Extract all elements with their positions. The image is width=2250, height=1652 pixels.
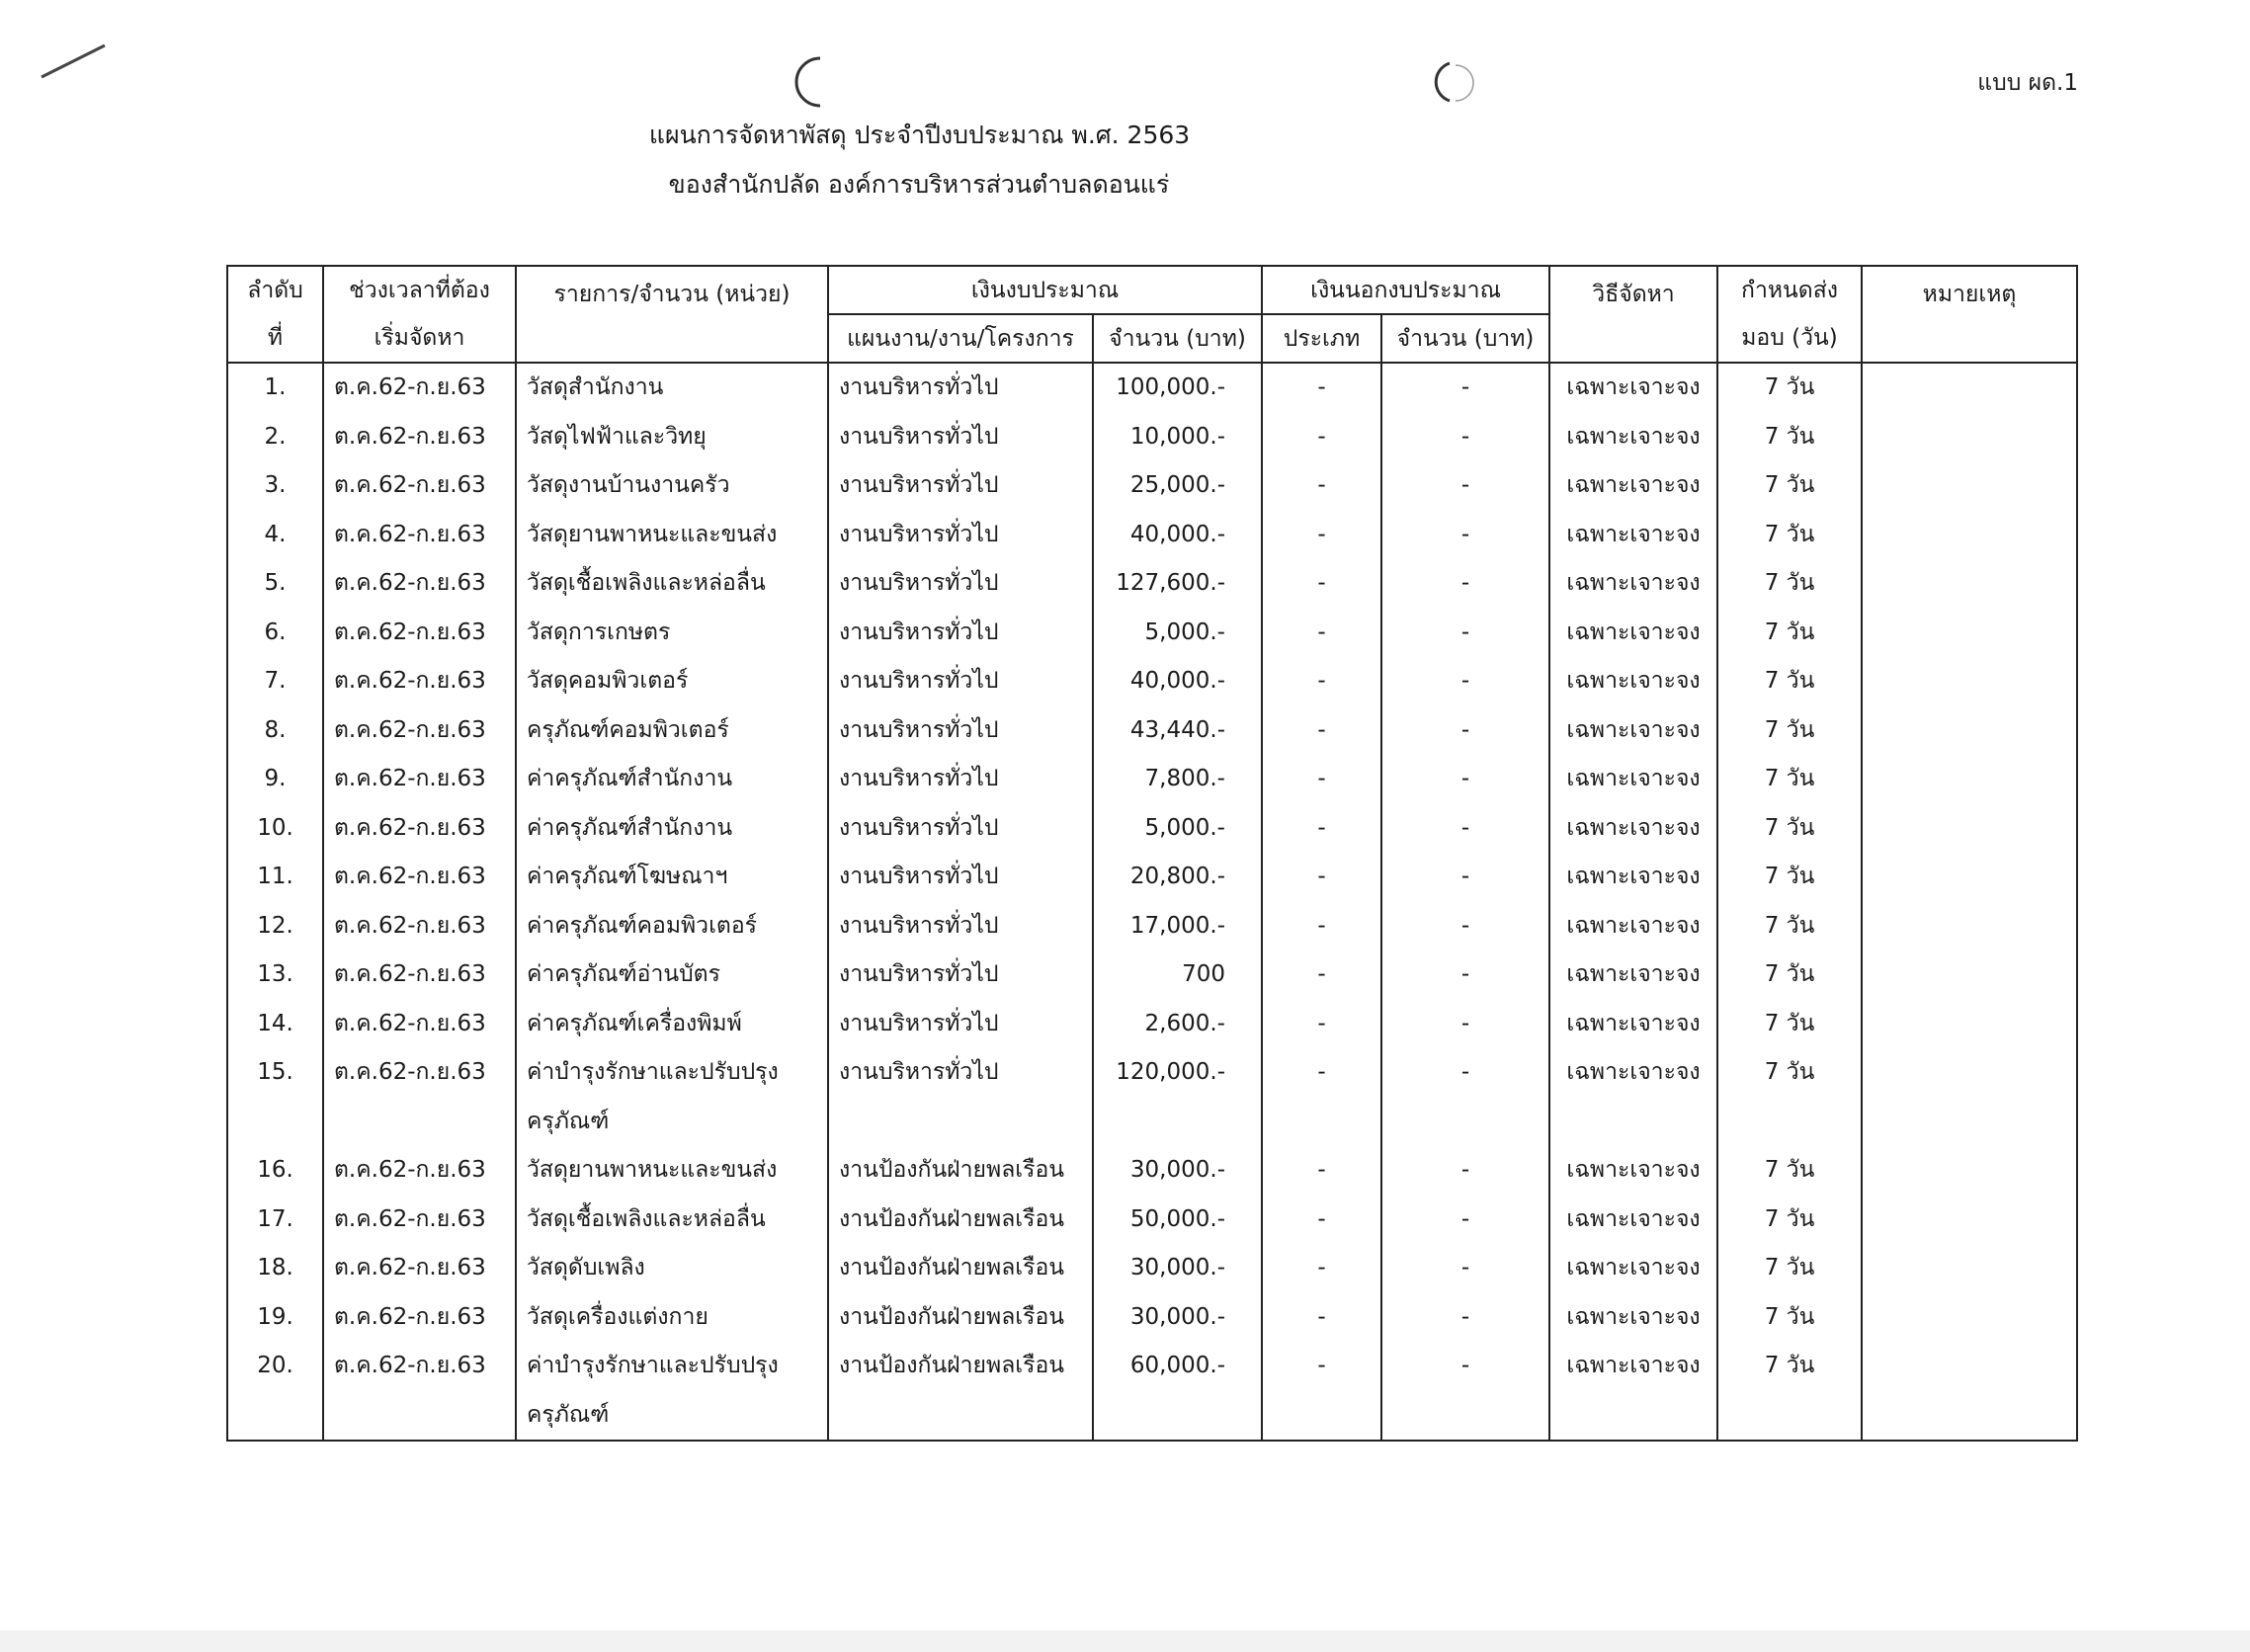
row-item: ครุภัณฑ์คอมพิวเตอร์ (516, 706, 828, 756)
row-period: ต.ค.62-ก.ย.63 (323, 1244, 516, 1293)
row-amount: 30,000.- (1093, 1244, 1262, 1293)
row-type: - (1262, 511, 1381, 560)
row-item: วัสดุการเกษตร (516, 609, 828, 658)
row-method: เฉพาะเจาะจง (1549, 853, 1717, 902)
row-method: เฉพาะเจาะจง (1549, 1048, 1717, 1146)
row-delivery: 7 วัน (1717, 413, 1862, 462)
row-period: ต.ค.62-ก.ย.63 (323, 657, 516, 706)
row-period: ต.ค.62-ก.ย.63 (323, 755, 516, 804)
row-no: 2. (227, 413, 323, 462)
row-no: 20. (227, 1342, 323, 1441)
table-row (227, 1146, 2077, 1196)
table-row (227, 1342, 2077, 1441)
row-amount: 30,000.- (1093, 1293, 1262, 1343)
row-plan: งานป้องกันฝ่ายพลเรือน (828, 1342, 1093, 1441)
row-off-amount: - (1381, 853, 1549, 902)
row-remark (1862, 1048, 2077, 1146)
row-off-amount: - (1381, 1244, 1549, 1293)
row-amount: 2,600.- (1093, 1000, 1262, 1049)
table-row (227, 609, 2077, 658)
row-period: ต.ค.62-ก.ย.63 (323, 950, 516, 1000)
row-type: - (1262, 853, 1381, 902)
row-type: - (1262, 1196, 1381, 1245)
row-period: ต.ค.62-ก.ย.63 (323, 853, 516, 902)
row-amount: 7,800.- (1093, 755, 1262, 804)
header-remark: หมายเหตุ (1862, 266, 2077, 363)
row-amount: 700 (1093, 950, 1262, 1000)
pen-stroke-mark (38, 40, 111, 83)
row-plan: งานป้องกันฝ่ายพลเรือน (828, 1146, 1093, 1196)
row-plan: งานบริหารทั่วไป (828, 950, 1093, 1000)
row-method: เฉพาะเจาะจง (1549, 1196, 1717, 1245)
row-delivery: 7 วัน (1717, 657, 1862, 706)
row-amount: 40,000.- (1093, 511, 1262, 560)
row-no: 10. (227, 804, 323, 854)
row-remark (1862, 755, 2077, 804)
table-row (227, 363, 2077, 413)
row-period: ต.ค.62-ก.ย.63 (323, 363, 516, 413)
table-row (227, 755, 2077, 804)
row-remark (1862, 950, 2077, 1000)
row-amount: 60,000.- (1093, 1342, 1262, 1441)
row-item: ค่าครุภัณฑ์เครื่องพิมพ์ (516, 1000, 828, 1049)
row-period: ต.ค.62-ก.ย.63 (323, 559, 516, 609)
row-method: เฉพาะเจาะจง (1549, 1146, 1717, 1196)
row-plan: งานบริหารทั่วไป (828, 657, 1093, 706)
row-no: 13. (227, 950, 323, 1000)
row-delivery: 7 วัน (1717, 363, 1862, 413)
row-method: เฉพาะเจาะจง (1549, 706, 1717, 756)
row-method: เฉพาะเจาะจง (1549, 559, 1717, 609)
row-type: - (1262, 1000, 1381, 1049)
row-item: วัสดุยานพาหนะและขนส่ง (516, 1146, 828, 1196)
row-method: เฉพาะเจาะจง (1549, 1000, 1717, 1049)
row-type: - (1262, 755, 1381, 804)
row-period: ต.ค.62-ก.ย.63 (323, 804, 516, 854)
row-method: เฉพาะเจาะจง (1549, 657, 1717, 706)
row-item: วัสดุงานบ้านงานครัว (516, 461, 828, 511)
row-delivery: 7 วัน (1717, 755, 1862, 804)
row-type: - (1262, 1244, 1381, 1293)
row-amount: 25,000.- (1093, 461, 1262, 511)
row-delivery: 7 วัน (1717, 902, 1862, 951)
row-item: วัสดุไฟฟ้าและวิทยุ (516, 413, 828, 462)
row-item: วัสดุเครื่องแต่งกาย (516, 1293, 828, 1343)
row-period: ต.ค.62-ก.ย.63 (323, 706, 516, 756)
table-row (227, 902, 2077, 951)
row-delivery: 7 วัน (1717, 1000, 1862, 1049)
row-delivery: 7 วัน (1717, 461, 1862, 511)
row-method: เฉพาะเจาะจง (1549, 1244, 1717, 1293)
row-amount: 40,000.- (1093, 657, 1262, 706)
header-budget-plan: แผนงาน/งาน/โครงการ (828, 314, 1093, 363)
row-off-amount: - (1381, 706, 1549, 756)
row-amount: 30,000.- (1093, 1146, 1262, 1196)
row-amount: 5,000.- (1093, 804, 1262, 854)
row-no: 4. (227, 511, 323, 560)
table-row (227, 511, 2077, 560)
row-amount: 100,000.- (1093, 363, 1262, 413)
punch-hole-left (791, 54, 830, 110)
row-plan: งานบริหารทั่วไป (828, 804, 1093, 854)
title-line-2: ของสำนักปลัด องค์การบริหารส่วนตำบลดอนแร่ (668, 170, 1170, 199)
table-row (227, 1293, 2077, 1343)
row-amount: 17,000.- (1093, 902, 1262, 951)
row-amount: 10,000.- (1093, 413, 1262, 462)
row-period: ต.ค.62-ก.ย.63 (323, 1048, 516, 1146)
row-remark (1862, 461, 2077, 511)
table-header (227, 266, 2077, 363)
row-plan: งานบริหารทั่วไป (828, 363, 1093, 413)
row-item: วัสดุดับเพลิง (516, 1244, 828, 1293)
row-delivery: 7 วัน (1717, 559, 1862, 609)
procurement-plan-table (226, 265, 2078, 1442)
document-title (0, 111, 1838, 209)
row-type: - (1262, 559, 1381, 609)
row-remark (1862, 413, 2077, 462)
row-period: ต.ค.62-ก.ย.63 (323, 413, 516, 462)
row-delivery: 7 วัน (1717, 609, 1862, 658)
row-delivery: 7 วัน (1717, 1048, 1862, 1146)
row-item: ค่าครุภัณฑ์โฆษณาฯ (516, 853, 828, 902)
table-row (227, 413, 2077, 462)
header-no: ลำดับ ที่ (227, 266, 323, 363)
row-item: ค่าบำรุงรักษาและปรับปรุงครุภัณฑ์ (516, 1342, 828, 1441)
row-delivery: 7 วัน (1717, 1293, 1862, 1343)
row-period: ต.ค.62-ก.ย.63 (323, 1146, 516, 1196)
row-type: - (1262, 706, 1381, 756)
row-method: เฉพาะเจาะจง (1549, 902, 1717, 951)
row-delivery: 7 วัน (1717, 950, 1862, 1000)
row-period: ต.ค.62-ก.ย.63 (323, 1293, 516, 1343)
row-remark (1862, 706, 2077, 756)
row-off-amount: - (1381, 559, 1549, 609)
row-remark (1862, 853, 2077, 902)
row-item: วัสดุคอมพิวเตอร์ (516, 657, 828, 706)
row-delivery: 7 วัน (1717, 1196, 1862, 1245)
row-type: - (1262, 609, 1381, 658)
row-item: ค่าครุภัณฑ์สำนักงาน (516, 755, 828, 804)
row-remark (1862, 804, 2077, 854)
row-no: 17. (227, 1196, 323, 1245)
row-no: 16. (227, 1146, 323, 1196)
header-budget-amount: จำนวน (บาท) (1093, 314, 1262, 363)
row-type: - (1262, 902, 1381, 951)
table-row (227, 1196, 2077, 1245)
row-period: ต.ค.62-ก.ย.63 (323, 1196, 516, 1245)
row-amount: 120,000.- (1093, 1048, 1262, 1146)
row-period: ต.ค.62-ก.ย.63 (323, 902, 516, 951)
row-type: - (1262, 657, 1381, 706)
row-amount: 127,600.- (1093, 559, 1262, 609)
row-plan: งานบริหารทั่วไป (828, 559, 1093, 609)
row-plan: งานป้องกันฝ่ายพลเรือน (828, 1196, 1093, 1245)
row-no: 7. (227, 657, 323, 706)
row-method: เฉพาะเจาะจง (1549, 461, 1717, 511)
row-off-amount: - (1381, 804, 1549, 854)
row-plan: งานบริหารทั่วไป (828, 609, 1093, 658)
row-no: 12. (227, 902, 323, 951)
row-delivery: 7 วัน (1717, 853, 1862, 902)
row-no: 6. (227, 609, 323, 658)
row-method: เฉพาะเจาะจง (1549, 511, 1717, 560)
row-no: 8. (227, 706, 323, 756)
row-remark (1862, 511, 2077, 560)
header-method: วิธีจัดหา (1549, 266, 1717, 363)
row-plan: งานป้องกันฝ่ายพลเรือน (828, 1293, 1093, 1343)
row-off-amount: - (1381, 1000, 1549, 1049)
row-type: - (1262, 363, 1381, 413)
row-item: วัสดุยานพาหนะและขนส่ง (516, 511, 828, 560)
row-delivery: 7 วัน (1717, 706, 1862, 756)
row-delivery: 7 วัน (1717, 1342, 1862, 1441)
row-item: ค่าบำรุงรักษาและปรับปรุงครุภัณฑ์ (516, 1048, 828, 1146)
row-off-amount: - (1381, 902, 1549, 951)
row-type: - (1262, 413, 1381, 462)
row-plan: งานบริหารทั่วไป (828, 511, 1093, 560)
row-amount: 5,000.- (1093, 609, 1262, 658)
header-item: รายการ/จำนวน (หน่วย) (516, 266, 828, 363)
row-period: ต.ค.62-ก.ย.63 (323, 1342, 516, 1441)
row-remark (1862, 902, 2077, 951)
table-row (227, 1000, 2077, 1049)
row-off-amount: - (1381, 1196, 1549, 1245)
row-off-amount: - (1381, 657, 1549, 706)
punch-hole-right (1416, 57, 1475, 107)
row-method: เฉพาะเจาะจง (1549, 1342, 1717, 1441)
scan-edge-strip (0, 1630, 2250, 1652)
row-type: - (1262, 804, 1381, 854)
row-method: เฉพาะเจาะจง (1549, 804, 1717, 854)
row-type: - (1262, 461, 1381, 511)
row-method: เฉพาะเจาะจง (1549, 1293, 1717, 1343)
row-plan: งานบริหารทั่วไป (828, 413, 1093, 462)
row-plan: งานบริหารทั่วไป (828, 902, 1093, 951)
row-off-amount: - (1381, 461, 1549, 511)
row-no: 18. (227, 1244, 323, 1293)
row-no: 3. (227, 461, 323, 511)
title-line-1: แผนการจัดหาพัสดุ ประจำปีงบประมาณ พ.ศ. 2563 (648, 121, 1191, 149)
row-plan: งานบริหารทั่วไป (828, 461, 1093, 511)
row-off-amount: - (1381, 1293, 1549, 1343)
row-plan: งานบริหารทั่วไป (828, 853, 1093, 902)
row-item: วัสดุเชื้อเพลิงและหล่อลื่น (516, 1196, 828, 1245)
row-delivery: 7 วัน (1717, 804, 1862, 854)
row-remark (1862, 1293, 2077, 1343)
row-period: ต.ค.62-ก.ย.63 (323, 1000, 516, 1049)
row-item: วัสดุสำนักงาน (516, 363, 828, 413)
header-period: ช่วงเวลาที่ต้อง เริ่มจัดหา (323, 266, 516, 363)
row-plan: งานบริหารทั่วไป (828, 706, 1093, 756)
row-no: 19. (227, 1293, 323, 1343)
row-item: วัสดุเชื้อเพลิงและหล่อลื่น (516, 559, 828, 609)
row-plan: งานบริหารทั่วไป (828, 755, 1093, 804)
row-method: เฉพาะเจาะจง (1549, 755, 1717, 804)
row-type: - (1262, 1293, 1381, 1343)
row-no: 14. (227, 1000, 323, 1049)
row-remark (1862, 1000, 2077, 1049)
row-no: 15. (227, 1048, 323, 1146)
row-type: - (1262, 950, 1381, 1000)
row-period: ต.ค.62-ก.ย.63 (323, 609, 516, 658)
row-remark (1862, 1342, 2077, 1441)
row-delivery: 7 วัน (1717, 1244, 1862, 1293)
row-delivery: 7 วัน (1717, 511, 1862, 560)
table-row (227, 559, 2077, 609)
row-no: 11. (227, 853, 323, 902)
row-period: ต.ค.62-ก.ย.63 (323, 461, 516, 511)
row-remark (1862, 1146, 2077, 1196)
row-method: เฉพาะเจาะจง (1549, 950, 1717, 1000)
table-row (227, 1048, 2077, 1146)
row-off-amount: - (1381, 1342, 1549, 1441)
row-remark (1862, 609, 2077, 658)
row-remark (1862, 657, 2077, 706)
row-method: เฉพาะเจาะจง (1549, 413, 1717, 462)
row-amount: 20,800.- (1093, 853, 1262, 902)
table-row (227, 461, 2077, 511)
row-off-amount: - (1381, 609, 1549, 658)
row-amount: 50,000.- (1093, 1196, 1262, 1245)
table-body (227, 363, 2077, 1441)
row-remark (1862, 1244, 2077, 1293)
row-off-amount: - (1381, 511, 1549, 560)
header-offbudget-amount: จำนวน (บาท) (1381, 314, 1549, 363)
row-method: เฉพาะเจาะจง (1549, 363, 1717, 413)
table-row (227, 657, 2077, 706)
row-remark (1862, 1196, 2077, 1245)
row-off-amount: - (1381, 1146, 1549, 1196)
table-row (227, 804, 2077, 854)
header-budget: เงินงบประมาณ (828, 266, 1262, 314)
row-item: ค่าครุภัณฑ์อ่านบัตร (516, 950, 828, 1000)
row-off-amount: - (1381, 950, 1549, 1000)
row-type: - (1262, 1048, 1381, 1146)
row-plan: งานบริหารทั่วไป (828, 1048, 1093, 1146)
row-plan: งานป้องกันฝ่ายพลเรือน (828, 1244, 1093, 1293)
row-off-amount: - (1381, 1048, 1549, 1146)
row-no: 5. (227, 559, 323, 609)
row-delivery: 7 วัน (1717, 1146, 1862, 1196)
row-no: 1. (227, 363, 323, 413)
row-amount: 43,440.- (1093, 706, 1262, 756)
header-delivery: กำหนดส่ง มอบ (วัน) (1717, 266, 1862, 363)
table-row (227, 853, 2077, 902)
row-remark (1862, 363, 2077, 413)
row-off-amount: - (1381, 363, 1549, 413)
row-no: 9. (227, 755, 323, 804)
row-method: เฉพาะเจาะจง (1549, 609, 1717, 658)
header-offbudget: เงินนอกงบประมาณ (1262, 266, 1549, 314)
row-item: ค่าครุภัณฑ์สำนักงาน (516, 804, 828, 854)
header-offbudget-type: ประเภท (1262, 314, 1381, 363)
row-item: ค่าครุภัณฑ์คอมพิวเตอร์ (516, 902, 828, 951)
row-type: - (1262, 1342, 1381, 1441)
row-remark (1862, 559, 2077, 609)
row-type: - (1262, 1146, 1381, 1196)
table-row (227, 706, 2077, 756)
row-off-amount: - (1381, 755, 1549, 804)
row-plan: งานบริหารทั่วไป (828, 1000, 1093, 1049)
table-row (227, 950, 2077, 1000)
form-code: แบบ ผด.1 (1977, 70, 2078, 96)
row-period: ต.ค.62-ก.ย.63 (323, 511, 516, 560)
row-off-amount: - (1381, 413, 1549, 462)
table-row (227, 1244, 2077, 1293)
